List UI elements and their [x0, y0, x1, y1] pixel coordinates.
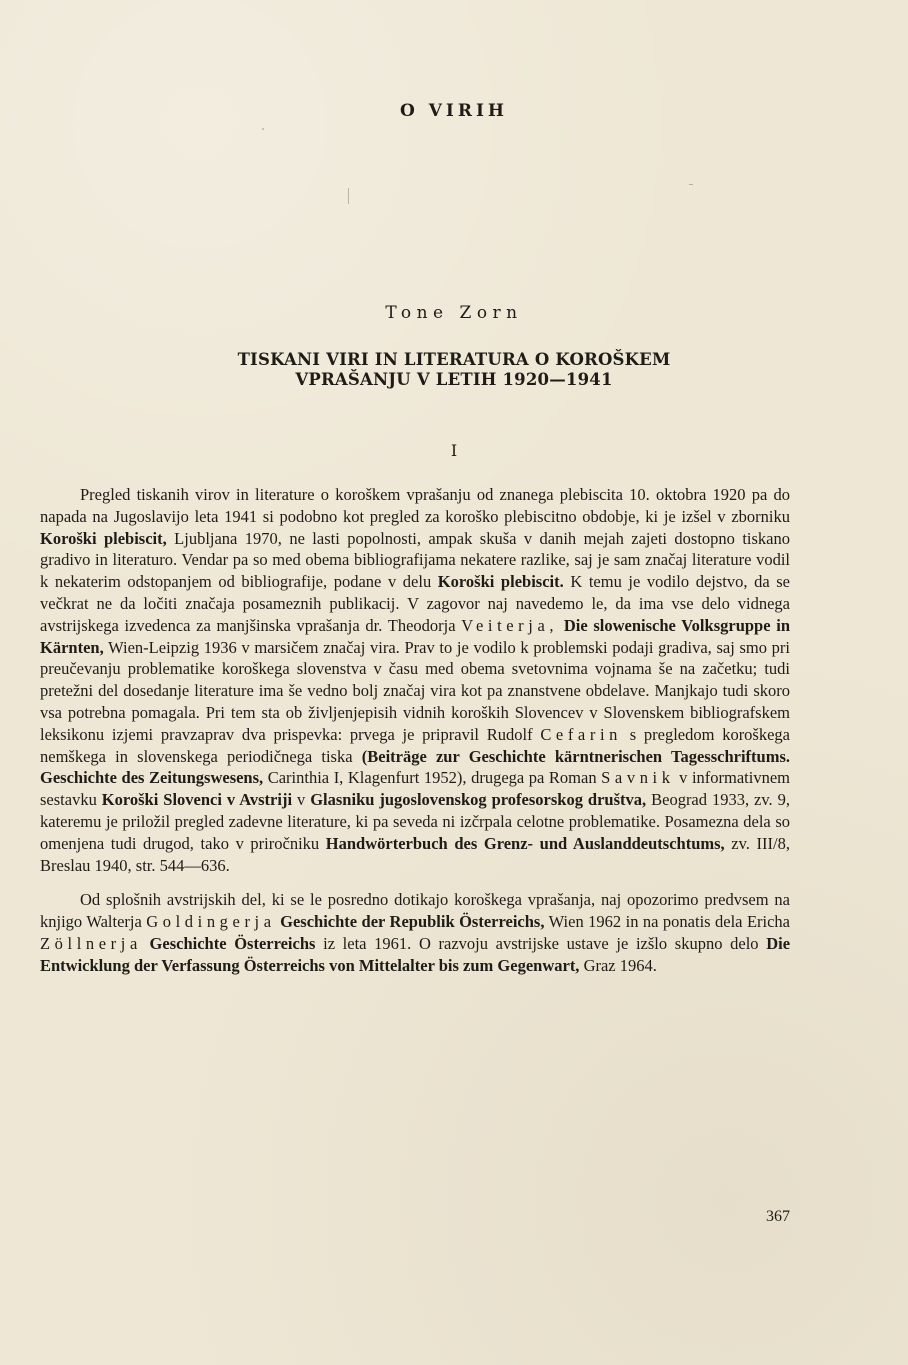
text-segment: Carinthia I, Klagenfurt 1952), drugega pa Roman: [263, 768, 602, 788]
text-segment: iz leta 1961. O razvoju avstrijske ustave je izšlo skupno delo: [315, 933, 767, 953]
bold-text-segment: Koroški Slovenci v Avstriji: [101, 790, 293, 810]
spaced-name-segment: Goldingerja: [146, 912, 276, 932]
bold-text-segment: Geschichte der Republik Österreichs,: [280, 912, 545, 932]
article-title: [80, 350, 828, 390]
text-segment: Graz 1964.: [579, 955, 657, 975]
article-body: [40, 484, 790, 977]
body-paragraph: [40, 484, 790, 876]
text-segment: v informativnem sestavku: [40, 768, 791, 810]
running-title: O VIRIH: [399, 101, 508, 121]
spaced-name-segment: Zöllnerja: [40, 933, 142, 953]
text-segment: Ljubljana 1970, ne lasti popolnosti, ampak skuša v danih mejah zajeti dostopno tiskano gradivo in literaturo. Vendar pa so med obema bibliografijama nekatere razlike, saj je sam značaj literature vodil k nekaterim odstopanjem od bibliografije, podane v delu: [40, 528, 790, 592]
text-segment: v: [292, 790, 311, 810]
body-paragraph: [40, 889, 790, 976]
article-title-line-1: TISKANI VIRI IN LITERATURA O KOROŠKEM: [237, 350, 671, 369]
spaced-name-segment: Veiterja,: [461, 615, 559, 635]
bold-text-segment: Koroški plebiscit.: [437, 572, 564, 592]
text-segment: Wien-Leipzig 1936 v marsičem značaj vira. Prav to je vodilo k problemski podaji gradiva, saj smo pri preučevanju problematike koroškega slovenstva v času med obema svetovnima vojnama še na začetku; tudi pretežni del dosedanje literature ima še vedno bolj značaj vira kot pa znanstvene obdelave. Manjkajo tudi skoro vsa potrebna pomagala. Pri tem sta ob življenjepisih vidnih koroških Slovencev v Slovenskem bibliografskem leksikonu izjemi pravzaprav dva prispevka: prvega je pripravil Rudolf: [40, 637, 790, 744]
bold-text-segment: Glasniku jugoslovenskog profesorskog društva,: [310, 790, 647, 810]
article-title-line-2: VPRAŠANJU V LETIH 1920—1941: [295, 370, 613, 389]
spaced-name-segment: Cefarin: [540, 724, 622, 744]
bold-text-segment: Handwörterbuch des Grenz- und Auslanddeutschtums,: [325, 833, 725, 853]
article-author: Tone Zorn: [385, 303, 523, 323]
text-segment: Beograd 1933, zv. 9, kateremu je priložil pregled zadevne literature, ki pa seveda ni izčrpala celotne problematike. Posamezna dela so omenjena tudi drugod, tako v priročniku: [40, 790, 791, 853]
bold-text-segment: Geschichte Österreichs: [149, 933, 316, 953]
section-number: I: [450, 441, 458, 460]
page-number: 367: [766, 1208, 790, 1225]
text-segment: K temu je vodilo dejstvo, da se večkrat ne da ločiti značaja posameznih publikacij. V zagovor naj navedemo le, da ima vse delo vidnega avstrijskega izvedenca za manjšinska vprašanja dr. Theodorja: [40, 572, 790, 635]
bold-text-segment: Koroški plebiscit,: [40, 528, 167, 548]
bold-text-segment: Die slowenische Volksgruppe in Kärnten,: [40, 615, 791, 657]
text-segment: Wien 1962 in na ponatis dela Ericha: [544, 912, 791, 932]
paper-speck: [262, 128, 264, 130]
paper-speck: [689, 184, 693, 185]
bold-text-segment: (Beiträge zur Geschichte kärntnerischen Tagesschriftums. Geschichte des Zeitungswesens,: [40, 746, 791, 788]
text-segment: s pregledom koroškega nemškega in slovenskega periodičnega tiska: [40, 724, 791, 766]
text-segment: [142, 934, 150, 953]
paper-speck: [348, 188, 349, 204]
text-segment: zv. III/8, Breslau 1940, str. 544—636.: [40, 833, 790, 875]
text-segment: Pregled tiskanih virov in literature o koroškem vprašanju od znanega plebiscita 10. oktobra 1920 pa do napada na Jugoslavijo leta 1941 si podobno kot pregled za koroško plebiscitno obdobje, ki je izšel v zborniku: [40, 485, 790, 526]
text-segment: Od splošnih avstrijskih del, ki se le posredno dotikajo koroškega vprašanja, naj opozorimo predvsem na knjigo Walterja: [40, 890, 790, 932]
bold-text-segment: Die Entwicklung der Verfassung Österreichs von Mittelalter bis zum Gegenwart,: [40, 933, 791, 975]
spaced-name-segment: Savnik: [601, 768, 675, 788]
